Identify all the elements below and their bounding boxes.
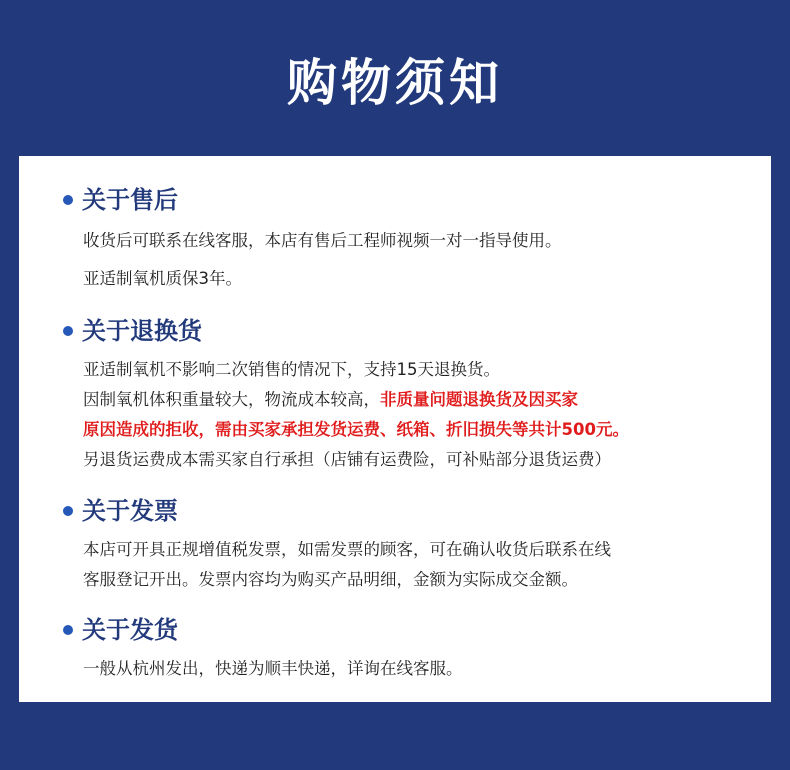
text-line: 亚适制氧机质保3年。	[83, 269, 242, 288]
text-highlight: 非质量问题退换货及因买家	[380, 390, 578, 409]
bullet-icon	[63, 506, 73, 516]
bullet-icon	[63, 326, 73, 336]
section-heading-text: 关于退换货	[82, 317, 202, 345]
bullet-icon	[63, 625, 73, 635]
text-line: 客服登记开出。发票内容均为购买产品明细，金额为实际成交金额。	[83, 570, 578, 589]
text-normal: 因制氧机体积重量较大，物流成本较高，	[83, 390, 380, 409]
section-heading	[63, 612, 178, 648]
text-line: 亚适制氧机不影响二次销售的情况下，支持15天退换货。	[83, 360, 500, 379]
section-heading	[63, 182, 178, 218]
section-heading-text: 关于售后	[82, 186, 178, 214]
notice-card	[19, 156, 771, 702]
text-line: 一般从杭州发出，快递为顺丰快递，详询在线客服。	[83, 659, 463, 678]
section-heading	[63, 493, 178, 529]
text-line-mixed	[83, 387, 578, 413]
section-heading	[63, 313, 202, 349]
bullet-icon	[63, 195, 73, 205]
text-highlight-line: 原因造成的拒收，需由买家承担发货运费、纸箱、折旧损失等共计500元。	[83, 420, 629, 439]
text-line: 本店可开具正规增值税发票，如需发票的顾客，可在确认收货后联系在线	[83, 540, 611, 559]
text-line: 收货后可联系在线客服，本店有售后工程师视频一对一指导使用。	[83, 231, 562, 250]
section-heading-text: 关于发票	[82, 497, 178, 525]
page-title: 购物须知	[287, 54, 503, 112]
section-heading-text: 关于发货	[82, 616, 178, 644]
text-line: 另退货运费成本需买家自行承担（店铺有运费险，可补贴部分退货运费）	[83, 450, 611, 469]
